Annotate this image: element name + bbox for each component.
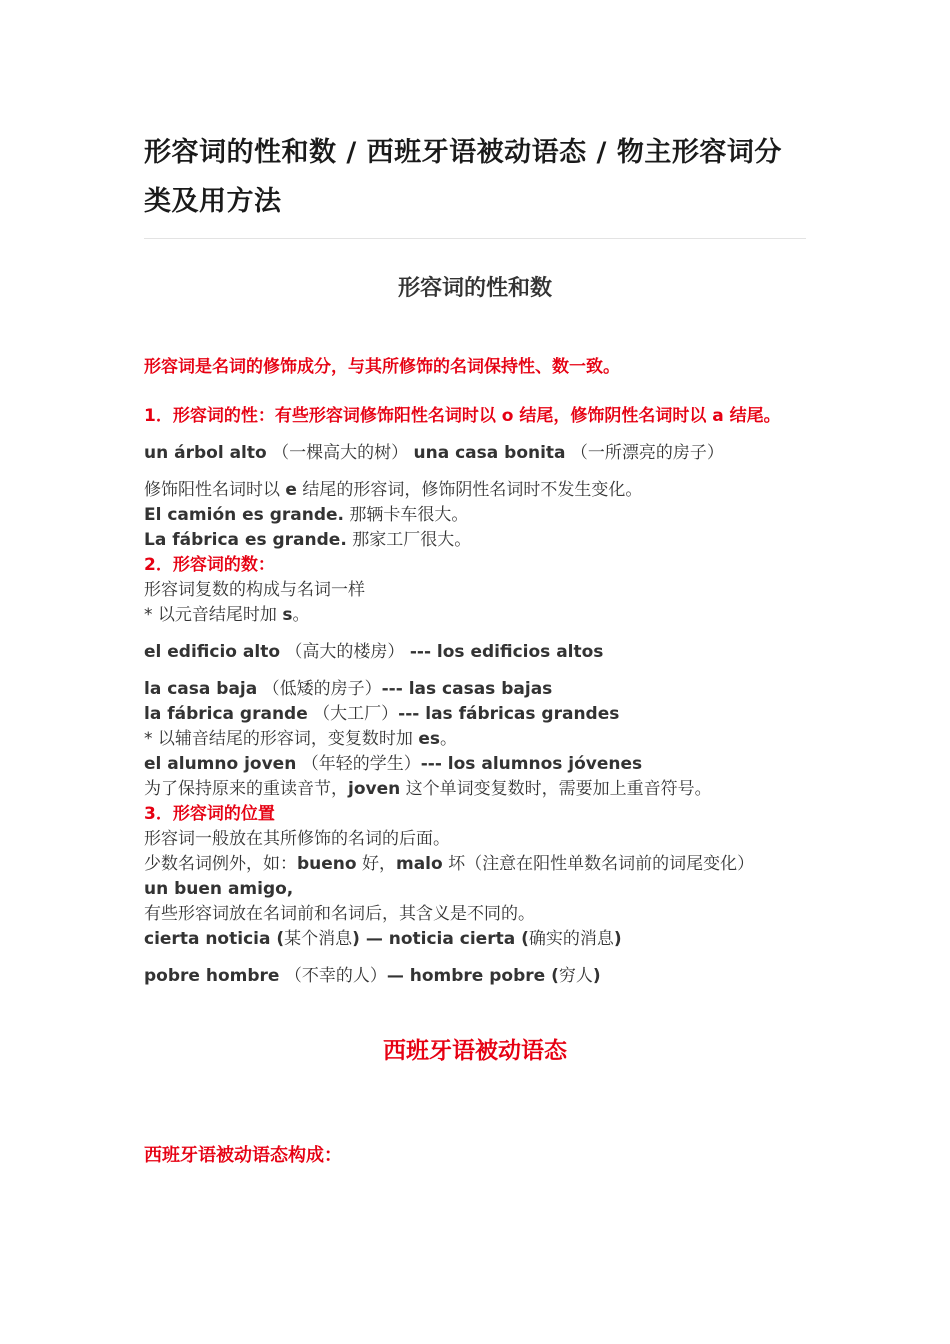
example-spanish: El camión es grande. — [144, 505, 344, 525]
note-text: 结尾的形容词，修饰阴性名词时不发生变化。 — [296, 480, 643, 500]
example-translation: （低矮的房子） — [257, 679, 382, 699]
point-gender — [144, 404, 806, 429]
rule-text: 。 — [439, 729, 457, 749]
word-joven: joven — [348, 779, 401, 799]
rule-text: 。 — [292, 605, 310, 625]
example-translation: （一棵高大的树） — [266, 443, 414, 463]
example-spanish: un buen amigo, — [144, 879, 294, 899]
word-bueno: bueno — [297, 854, 357, 874]
intro-paragraph: 形容词是名词的修饰成分，与其所修饰的名词保持性、数一致。 — [144, 357, 620, 377]
plural-rule: 形容词复数的构成与名词一样 — [144, 580, 365, 600]
section-heading-passive: 西班牙语被动语态 — [383, 1038, 567, 1064]
example-translation: 穷人 — [558, 966, 593, 986]
example-spanish: La fábrica es grande. — [144, 530, 347, 550]
example-translation: （年轻的学生） — [296, 754, 421, 774]
point-gender-text: 结尾，修饰阴性名词时以 — [513, 406, 713, 426]
document-content — [144, 128, 806, 1168]
example-camion — [144, 503, 806, 528]
example-gender — [144, 441, 806, 466]
example-spanish: cierta noticia ( — [144, 929, 285, 949]
note-text: 这个单词变复数时，需要加上重音符号。 — [400, 779, 712, 799]
note-text: 修饰阳性名词时以 — [144, 480, 286, 500]
accent-note — [144, 777, 806, 802]
title-divider — [144, 238, 806, 239]
example-spanish: la casa baja — [144, 679, 258, 699]
example-translation: （大工厂） — [307, 704, 399, 724]
suffix-es: es — [418, 729, 440, 749]
note-text: 好， — [356, 854, 396, 874]
position-rule: 形容词一般放在其所修饰的名词的后面。 — [144, 829, 450, 849]
example-spanish: pobre hombre — [144, 966, 280, 986]
example-spanish: ) — noticia cierta ( — [352, 929, 529, 949]
example-spanish: --- las fábricas grandes — [398, 704, 620, 724]
word-malo: malo — [396, 854, 443, 874]
example-translation: 确实的消息 — [528, 929, 614, 949]
exceptions-note — [144, 852, 806, 877]
document-title: 形容词的性和数 / 西班牙语被动语态 / 物主形容词分类及用方法 — [144, 137, 782, 217]
point-number: 2．形容词的数： — [144, 555, 275, 575]
example-spanish: una casa bonita — [413, 443, 566, 463]
example-spanish: ) — [592, 966, 601, 986]
example-edificio — [144, 640, 806, 665]
example-fabrica-grande — [144, 702, 806, 727]
example-casa — [144, 677, 806, 702]
example-translation: 那家工厂很大。 — [346, 530, 472, 550]
consonant-rule — [144, 727, 806, 752]
example-pobre — [144, 964, 806, 989]
example-translation: 某个消息 — [284, 929, 353, 949]
note-text: 坏（注意在阳性单数名词前的词尾变化） — [442, 854, 755, 874]
rule-text: * 以辅音结尾的形容词，变复数时加 — [144, 729, 419, 749]
passive-construction-heading: 西班牙语被动语态构成： — [144, 1145, 342, 1166]
ending-a: a — [712, 406, 724, 426]
example-spanish: --- los alumnos jóvenes — [420, 754, 643, 774]
rule-text: * 以元音结尾时加 — [144, 605, 283, 625]
note-text: 少数名词例外，如： — [144, 854, 297, 874]
example-fabrica — [144, 528, 806, 553]
example-spanish: --- las casas bajas — [381, 679, 553, 699]
example-spanish: un árbol alto — [144, 443, 267, 463]
meaning-note: 有些形容词放在名词前和名词后，其含义是不同的。 — [144, 904, 535, 924]
example-buen-amigo — [144, 877, 806, 902]
example-translation: （一所漂亮的房子） — [565, 443, 724, 463]
example-spanish: el alumno joven — [144, 754, 297, 774]
point-position: 3．形容词的位置 — [144, 804, 275, 824]
ending-e: e — [285, 480, 297, 500]
example-alumno — [144, 752, 806, 777]
example-spanish: — hombre pobre ( — [386, 966, 559, 986]
example-spanish: la fábrica grande — [144, 704, 308, 724]
section-heading-gender-number: 形容词的性和数 — [397, 276, 552, 301]
example-cierta — [144, 927, 806, 952]
example-spanish: el edificio alto — [144, 642, 281, 662]
example-spanish: --- los edificios altos — [409, 642, 604, 662]
note-e-ending — [144, 478, 806, 503]
example-translation: （不幸的人） — [279, 966, 387, 986]
vowel-rule — [144, 603, 806, 628]
point-gender-text: 结尾。 — [723, 406, 781, 426]
ending-o: o — [501, 406, 514, 426]
suffix-s: s — [282, 605, 293, 625]
example-translation: 那辆卡车很大。 — [344, 505, 469, 525]
example-translation: （高大的楼房） — [280, 642, 410, 662]
point-gender-text: 1．形容词的性：有些形容词修饰阳性名词时以 — [144, 406, 502, 426]
example-spanish: ) — [613, 929, 622, 949]
note-text: 为了保持原来的重读音节， — [144, 779, 348, 799]
